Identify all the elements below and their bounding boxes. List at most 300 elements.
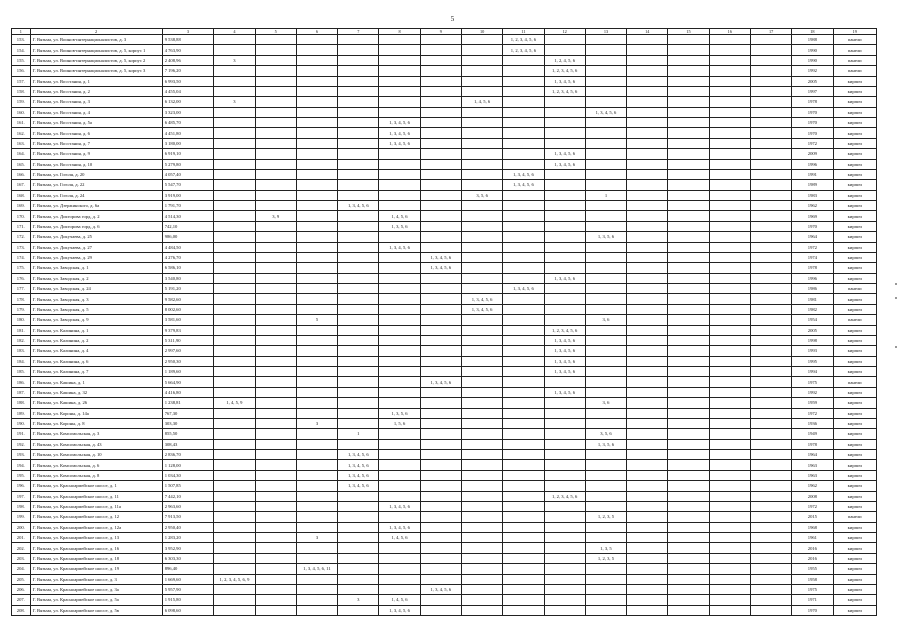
year-cell: 1970 (792, 107, 833, 117)
work-type-cell (709, 605, 750, 615)
work-type-cell: 1, 3, 4, 5, 6 (379, 128, 420, 138)
address-cell: Г. Вязьма, ул. Калинина, д. 1 (30, 325, 162, 335)
area-cell: 1 128,00 (162, 460, 214, 470)
work-type-cell (379, 491, 420, 501)
work-type-cell (750, 429, 791, 439)
work-type-cell (585, 450, 626, 460)
material-cell: кирпич (833, 429, 876, 439)
column-number: 19 (833, 29, 876, 35)
table-row (12, 512, 877, 522)
work-type-cell (255, 429, 296, 439)
table-row (12, 367, 877, 377)
work-type-cell (214, 35, 255, 45)
work-type-cell (255, 45, 296, 55)
year-cell: 1962 (792, 481, 833, 491)
material-cell: кирпич (833, 553, 876, 563)
work-type-cell (296, 481, 337, 491)
work-type-cell (379, 387, 420, 397)
work-type-cell (544, 605, 585, 615)
work-type-cell (668, 86, 709, 96)
work-type-cell (296, 201, 337, 211)
work-type-cell (668, 460, 709, 470)
row-number: 195. (12, 470, 31, 480)
work-type-cell (544, 501, 585, 511)
work-type-cell (585, 387, 626, 397)
year-cell: 1996 (792, 273, 833, 283)
work-type-cell (461, 325, 502, 335)
work-type-cell (709, 325, 750, 335)
work-type-cell (296, 221, 337, 231)
work-type-cell (420, 45, 461, 55)
work-type-cell (709, 201, 750, 211)
material-cell: кирпич (833, 304, 876, 314)
work-type-cell (544, 97, 585, 107)
work-type-cell (461, 169, 502, 179)
work-type-cell (338, 408, 379, 418)
work-type-cell: 3, 9 (255, 211, 296, 221)
work-type-cell (627, 481, 668, 491)
work-type-cell (750, 149, 791, 159)
work-type-cell (338, 35, 379, 45)
work-type-cell (503, 367, 544, 377)
year-cell: 1998 (792, 335, 833, 345)
work-type-cell (503, 335, 544, 345)
work-type-cell (585, 491, 626, 501)
year-cell: 1988 (792, 35, 833, 45)
work-type-cell (503, 470, 544, 480)
table-row (12, 543, 877, 553)
work-type-cell (627, 304, 668, 314)
row-number: 164. (12, 149, 31, 159)
work-type-cell (627, 35, 668, 45)
page-number: 5 (450, 15, 455, 23)
work-type-cell (585, 35, 626, 45)
work-type-cell (750, 460, 791, 470)
work-type-cell (503, 460, 544, 470)
work-type-cell (668, 470, 709, 480)
work-type-cell (461, 107, 502, 117)
work-type-cell (255, 107, 296, 117)
work-type-cell (379, 55, 420, 65)
work-type-cell (420, 429, 461, 439)
address-cell: Г. Вязьма, ул. Восстания, д. 10 (30, 159, 162, 169)
row-number: 177. (12, 284, 31, 294)
work-type-cell (420, 97, 461, 107)
work-type-cell: 1, 3, 5, 6 (379, 221, 420, 231)
work-type-cell: 1, 3, 4, 5, 6 (379, 242, 420, 252)
row-number: 192. (12, 439, 31, 449)
material-cell: кирпич (833, 76, 876, 86)
material-cell: панели (833, 284, 876, 294)
row-number: 154. (12, 45, 31, 55)
row-number: 201. (12, 533, 31, 543)
work-type-cell (750, 387, 791, 397)
work-type-cell (585, 201, 626, 211)
year-cell: 1986 (792, 284, 833, 294)
work-type-cell (420, 211, 461, 221)
work-type-cell (750, 159, 791, 169)
work-type-cell (379, 169, 420, 179)
work-type-cell (668, 180, 709, 190)
work-type-cell (338, 107, 379, 117)
material-cell: кирпич (833, 128, 876, 138)
address-cell: Г. Вязьма, ул. Короны, д. 14а (30, 408, 162, 418)
work-type-cell (214, 180, 255, 190)
table-row (12, 273, 877, 283)
work-type-cell (255, 408, 296, 418)
work-type-cell (709, 429, 750, 439)
material-cell: кирпич (833, 294, 876, 304)
work-type-cell (544, 35, 585, 45)
work-type-cell (709, 470, 750, 480)
work-type-cell (255, 201, 296, 211)
work-type-cell (503, 595, 544, 605)
area-cell: 3 952,90 (162, 543, 214, 553)
table-row (12, 470, 877, 480)
work-type-cell (296, 294, 337, 304)
work-type-cell (503, 304, 544, 314)
work-type-cell (338, 138, 379, 148)
row-number: 158. (12, 86, 31, 96)
work-type-cell (544, 294, 585, 304)
work-type-cell (214, 211, 255, 221)
work-type-cell (503, 201, 544, 211)
work-type-cell (627, 439, 668, 449)
work-type-cell (627, 252, 668, 262)
work-type-cell (379, 512, 420, 522)
work-type-cell (214, 294, 255, 304)
work-type-cell (709, 76, 750, 86)
material-cell: кирпич (833, 595, 876, 605)
year-cell: 1972 (792, 501, 833, 511)
work-type-cell (503, 242, 544, 252)
work-type-cell (461, 35, 502, 45)
row-number: 190. (12, 418, 31, 428)
work-type-cell (503, 522, 544, 532)
work-type-cell (709, 294, 750, 304)
work-type-cell (627, 149, 668, 159)
work-type-cell: 3, 6 (585, 315, 626, 325)
work-type-cell (709, 595, 750, 605)
work-type-cell (627, 501, 668, 511)
address-cell: Г. Вязьма, ул. Восстания, д. 4 (30, 107, 162, 117)
work-type-cell (338, 398, 379, 408)
work-type-cell (627, 66, 668, 76)
work-type-cell (338, 543, 379, 553)
work-type-cell (750, 97, 791, 107)
work-type-cell (214, 564, 255, 574)
area-cell: 3 581,60 (162, 315, 214, 325)
work-type-cell (461, 439, 502, 449)
work-type-cell (750, 574, 791, 584)
work-type-cell (709, 107, 750, 117)
year-cell: 1955 (792, 564, 833, 574)
work-type-cell (709, 118, 750, 128)
work-type-cell (627, 242, 668, 252)
work-type-cell (668, 263, 709, 273)
year-cell: 1993 (792, 346, 833, 356)
work-type-cell (585, 346, 626, 356)
table-row (12, 522, 877, 532)
work-type-cell (379, 86, 420, 96)
work-type-cell (750, 118, 791, 128)
work-type-cell (338, 491, 379, 501)
work-type-cell (214, 169, 255, 179)
work-type-cell (627, 107, 668, 117)
work-type-cell (255, 86, 296, 96)
area-cell: 7 913,50 (162, 512, 214, 522)
year-cell: 2005 (792, 76, 833, 86)
column-number: 4 (214, 29, 255, 35)
year-cell: 1996 (792, 159, 833, 169)
table-row (12, 460, 877, 470)
address-cell: Г. Вязьма, ул. Комсомольская, д. 6 (30, 460, 162, 470)
work-type-cell (585, 242, 626, 252)
work-type-cell (338, 367, 379, 377)
work-type-cell (379, 460, 420, 470)
row-number: 162. (12, 128, 31, 138)
address-cell: Г. Вязьма, ул. Докучаева, д. 29 (30, 252, 162, 262)
work-type-cell (627, 138, 668, 148)
work-type-cell (214, 325, 255, 335)
work-type-cell (214, 605, 255, 615)
row-number: 191. (12, 429, 31, 439)
work-type-cell (420, 346, 461, 356)
work-type-cell (255, 356, 296, 366)
work-type-cell (255, 335, 296, 345)
work-type-cell: 1, 3, 4, 5, 6 (338, 470, 379, 480)
work-type-cell (585, 481, 626, 491)
material-cell: кирпич (833, 522, 876, 532)
work-type-cell (461, 512, 502, 522)
work-type-cell: 1, 3, 4, 5, 6 (503, 180, 544, 190)
work-type-cell (544, 574, 585, 584)
work-type-cell (461, 398, 502, 408)
work-type-cell (668, 387, 709, 397)
material-cell: кирпич (833, 201, 876, 211)
year-cell: 1995 (792, 356, 833, 366)
work-type-cell (461, 367, 502, 377)
work-type-cell (296, 211, 337, 221)
work-type-cell (503, 97, 544, 107)
work-type-cell (627, 387, 668, 397)
work-type-cell (420, 66, 461, 76)
work-type-cell (461, 543, 502, 553)
material-cell: кирпич (833, 346, 876, 356)
address-cell: Г. Вязьма, ул. Короны, д. 8 (30, 418, 162, 428)
area-cell: 3 919,00 (162, 190, 214, 200)
row-number: 193. (12, 450, 31, 460)
work-type-cell (544, 138, 585, 148)
work-type-cell (420, 605, 461, 615)
work-type-cell (296, 325, 337, 335)
work-type-cell (750, 377, 791, 387)
work-type-cell (627, 211, 668, 221)
work-type-cell (668, 418, 709, 428)
area-cell: 3 180,00 (162, 138, 214, 148)
table-row (12, 574, 877, 584)
work-type-cell (750, 533, 791, 543)
work-type-cell (668, 408, 709, 418)
year-cell: 2005 (792, 325, 833, 335)
work-type-cell (338, 55, 379, 65)
work-type-cell (420, 553, 461, 563)
work-type-cell (750, 501, 791, 511)
work-type-cell (627, 356, 668, 366)
table-row (12, 118, 877, 128)
work-type-cell (255, 221, 296, 231)
material-cell: кирпич (833, 605, 876, 615)
work-type-cell (255, 294, 296, 304)
work-type-cell (503, 325, 544, 335)
table-row (12, 263, 877, 273)
work-type-cell (544, 533, 585, 543)
table-row (12, 439, 877, 449)
work-type-cell (668, 118, 709, 128)
work-type-cell (503, 605, 544, 615)
work-type-cell (627, 263, 668, 273)
work-type-cell (296, 304, 337, 314)
work-type-cell (709, 35, 750, 45)
area-cell: 855,50 (162, 429, 214, 439)
work-type-cell (214, 387, 255, 397)
area-cell: 6 098,60 (162, 605, 214, 615)
work-type-cell (503, 377, 544, 387)
material-cell: кирпич (833, 408, 876, 418)
row-number: 206. (12, 584, 31, 594)
work-type-cell (420, 242, 461, 252)
row-number: 159. (12, 97, 31, 107)
work-type-cell: 1, 3, 4, 5, 6 (585, 107, 626, 117)
material-cell: кирпич (833, 418, 876, 428)
work-type-cell (379, 315, 420, 325)
work-type-cell (296, 76, 337, 86)
work-type-cell (420, 190, 461, 200)
work-type-cell (585, 55, 626, 65)
work-type-cell (255, 470, 296, 480)
work-type-cell (338, 533, 379, 543)
work-type-cell (338, 149, 379, 159)
work-type-cell (461, 55, 502, 65)
work-type-cell (379, 66, 420, 76)
work-type-cell (214, 533, 255, 543)
work-type-cell (544, 242, 585, 252)
row-number: 198. (12, 501, 31, 511)
address-cell: Г. Вязьма, ул. Кашина, д. 32 (30, 387, 162, 397)
work-type-cell (461, 263, 502, 273)
work-type-cell (544, 377, 585, 387)
row-number: 174. (12, 252, 31, 262)
work-type-cell (255, 138, 296, 148)
work-type-cell (420, 335, 461, 345)
table-row (12, 169, 877, 179)
work-type-cell (668, 221, 709, 231)
work-type-cell (503, 439, 544, 449)
area-cell: 5 547,70 (162, 180, 214, 190)
work-type-cell (709, 553, 750, 563)
work-type-cell (503, 149, 544, 159)
area-cell: 1 791,70 (162, 201, 214, 211)
year-cell: 1992 (792, 387, 833, 397)
work-type-cell (544, 522, 585, 532)
work-type-cell (750, 252, 791, 262)
work-type-cell (585, 97, 626, 107)
work-type-cell (627, 346, 668, 356)
address-cell: Г. Вязьма, ул. Гоголя, д. 20 (30, 169, 162, 179)
work-type-cell (214, 522, 255, 532)
material-cell: кирпич (833, 460, 876, 470)
work-type-cell (420, 512, 461, 522)
work-type-cell (338, 66, 379, 76)
material-cell: кирпич (833, 481, 876, 491)
work-type-cell (379, 180, 420, 190)
work-type-cell (585, 564, 626, 574)
work-type-cell (461, 522, 502, 532)
column-number: 18 (792, 29, 833, 35)
area-cell: 4 416,80 (162, 387, 214, 397)
work-type-cell (585, 273, 626, 283)
work-type-cell (214, 418, 255, 428)
year-cell: 2009 (792, 149, 833, 159)
work-type-cell (503, 190, 544, 200)
area-cell: 742,10 (162, 221, 214, 231)
material-cell: кирпич (833, 450, 876, 460)
work-type-cell (296, 128, 337, 138)
address-cell: Г. Вязьма, ул. Восстания, д. 3 (30, 97, 162, 107)
work-type-cell (296, 512, 337, 522)
area-cell: 896,40 (162, 564, 214, 574)
work-type-cell (296, 543, 337, 553)
work-type-cell (461, 470, 502, 480)
work-type-cell (214, 138, 255, 148)
address-cell: Г. Вязьма, ул. Заводская, д. 5 (30, 304, 162, 314)
table-row (12, 387, 877, 397)
material-cell: панели (833, 66, 876, 76)
work-type-cell (585, 574, 626, 584)
address-cell: Г. Вязьма, ул. Красноармейское шоссе, д. 18 (30, 553, 162, 563)
row-number: 156. (12, 66, 31, 76)
work-type-cell (379, 470, 420, 480)
work-type-cell (709, 315, 750, 325)
work-type-cell (214, 76, 255, 86)
year-cell: 1963 (792, 470, 833, 480)
work-type-cell (255, 481, 296, 491)
work-type-cell: 3, 6 (585, 398, 626, 408)
material-cell: панели (833, 377, 876, 387)
work-type-cell (668, 398, 709, 408)
work-type-cell: 1, 3, 4, 5, 6 (544, 149, 585, 159)
table-row (12, 429, 877, 439)
work-type-cell (627, 564, 668, 574)
work-type-cell (214, 491, 255, 501)
work-type-cell (296, 522, 337, 532)
year-cell: 1958 (792, 574, 833, 584)
work-type-cell (461, 252, 502, 262)
work-type-cell (296, 242, 337, 252)
work-type-cell: 1, 3, 4, 5, 6 (503, 169, 544, 179)
work-type-cell (544, 408, 585, 418)
work-type-cell (668, 232, 709, 242)
scan-speck (895, 346, 897, 348)
work-type-cell (750, 45, 791, 55)
work-type-cell (503, 107, 544, 117)
work-type-cell (338, 584, 379, 594)
work-type-cell (503, 118, 544, 128)
work-type-cell (668, 128, 709, 138)
work-type-cell (627, 159, 668, 169)
work-type-cell (296, 335, 337, 345)
address-cell: Г. Вязьма, ул. Воинов-интернационалистов, д. 5, корпус 2 (30, 55, 162, 65)
